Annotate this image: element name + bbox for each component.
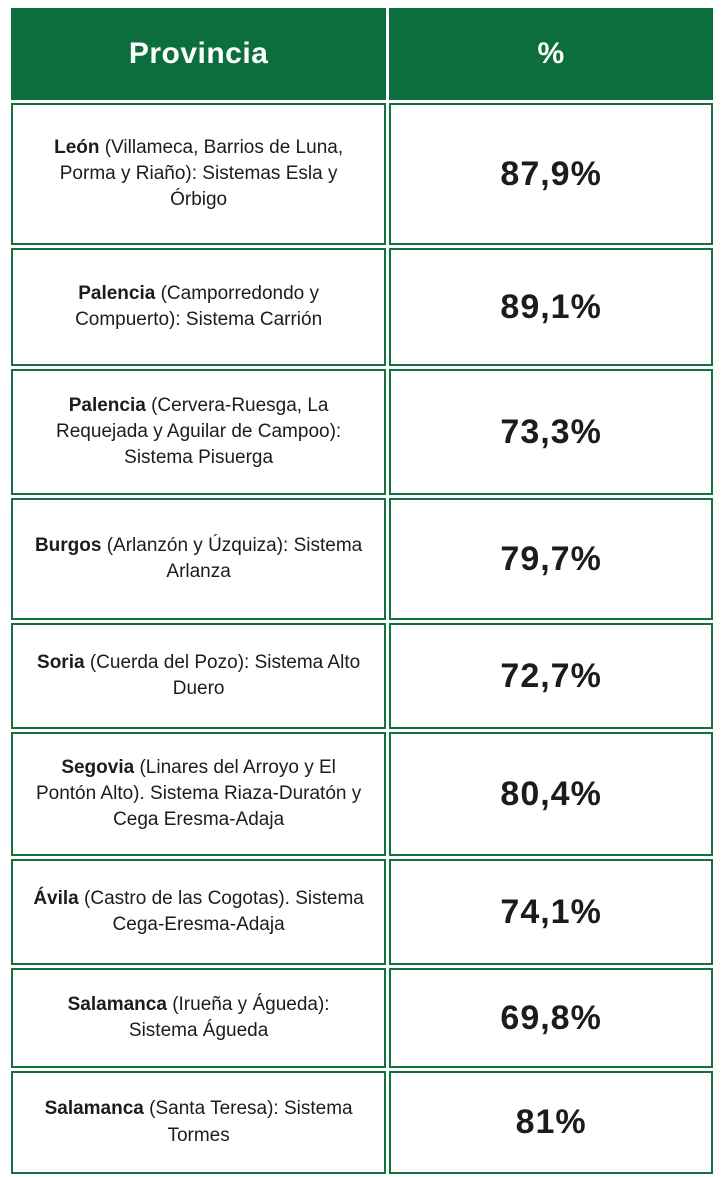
column-header-percent: % [389,8,713,100]
province-name: Soria [37,651,85,673]
province-details: (Irueña y Águeda): Sistema Águeda [128,993,330,1041]
percent-cell: 81% [389,1071,713,1174]
province-cell [11,369,386,495]
province-name: Segovia [61,756,135,778]
province-details: (Villameca, Barrios de Luna, Porma y Riaño): Sistemas Esla y Órbigo [59,136,344,211]
province-name: Salamanca [67,993,167,1015]
province-name: Burgos [34,534,102,556]
province-name: Palencia [78,282,156,304]
column-header-provincia: Provincia [11,8,386,100]
province-cell [11,248,386,366]
percent-cell: 69,8% [389,968,713,1068]
table-row [11,1071,713,1174]
province-cell [11,498,386,620]
table-row [11,968,713,1068]
percent-cell: 74,1% [389,859,713,965]
table-row [11,369,713,495]
province-cell [11,1071,386,1174]
table-row [11,859,713,965]
province-cell [11,859,386,965]
percent-cell: 80,4% [389,732,713,856]
province-cell [11,103,386,245]
province-name: Ávila [33,887,79,909]
province-details: (Linares del Arroyo y El Pontón Alto). Sistema Riaza-Duratón y Cega Eresma-Adaja [35,756,362,831]
table-row [11,623,713,729]
province-details: (Castro de las Cogotas). Sistema Cega-Eresma-Adaja [78,887,364,935]
table-row [11,248,713,366]
table-row [11,732,713,856]
province-details: (Cervera-Ruesga, La Requejada y Aguilar de Campoo): Sistema Pisuerga [56,394,342,469]
table-row [11,103,713,245]
percent-cell: 73,3% [389,369,713,495]
province-details: (Camporredondo y Compuerto): Sistema Carrión [75,282,323,330]
province-cell [11,968,386,1068]
header-row [11,8,713,100]
province-name: León [54,136,100,158]
provincia-percent-table [8,5,716,1177]
province-details: (Arlanzón y Úzquiza): Sistema Arlanza [101,534,363,582]
table-row [11,498,713,620]
province-details: (Santa Teresa): Sistema Tormes [143,1098,353,1146]
percent-cell: 87,9% [389,103,713,245]
province-name: Salamanca [44,1098,144,1120]
percent-cell: 72,7% [389,623,713,729]
province-details: (Cuerda del Pozo): Sistema Alto Duero [84,651,361,699]
percent-cell: 79,7% [389,498,713,620]
province-cell [11,623,386,729]
province-cell [11,732,386,856]
province-name: Palencia [68,394,146,416]
percent-cell: 89,1% [389,248,713,366]
